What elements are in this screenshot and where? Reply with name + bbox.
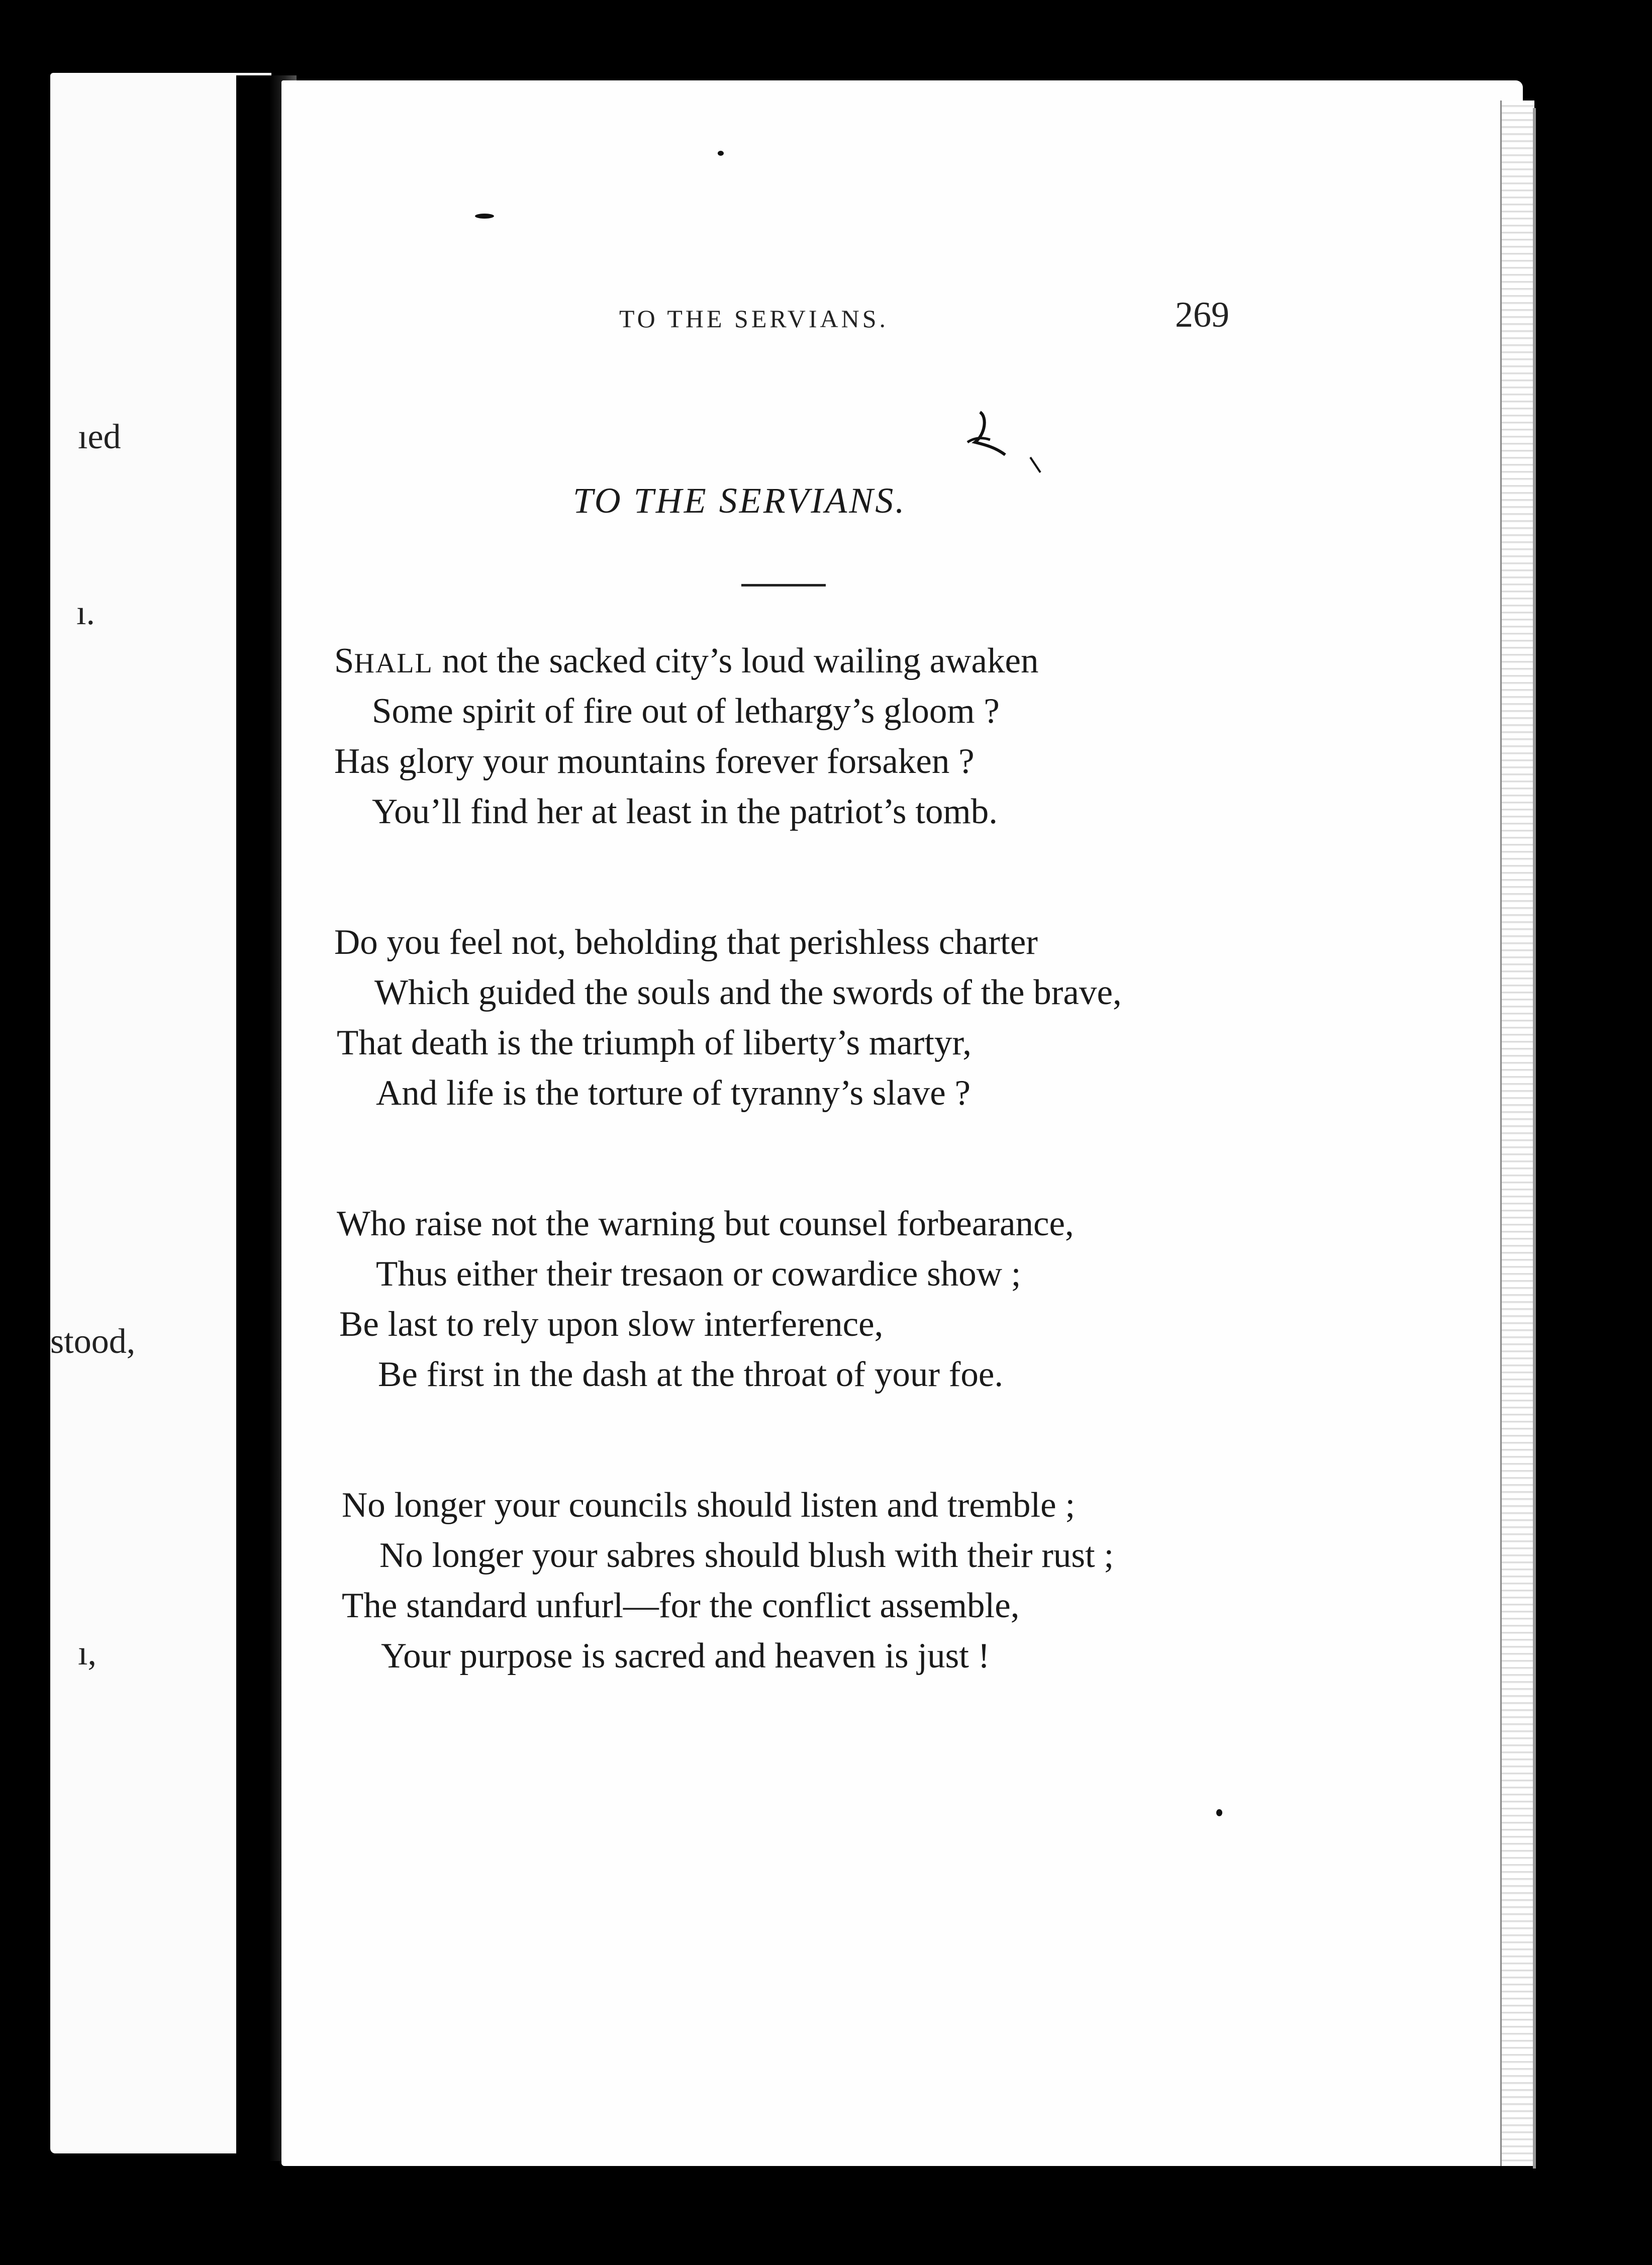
poem-line: Has glory your mountains forever forsaken ? xyxy=(334,742,975,781)
poem-line: Which guided the souls and the swords of the brave, xyxy=(374,973,1122,1012)
poem-line: No longer your councils should listen and tremble ; xyxy=(342,1486,1076,1525)
left-page-fragment: stood, xyxy=(50,1322,136,1361)
page-edge xyxy=(1500,101,1534,2166)
left-page-fragment: ıed xyxy=(78,418,121,456)
book-page xyxy=(281,80,1523,2166)
page-edge-outer xyxy=(1533,108,1536,2169)
poem-title: TO THE SERVIANS. xyxy=(573,480,907,521)
poem-line: Be first in the dash at the throat of your foe. xyxy=(378,1355,1004,1394)
poem-line: Be last to rely upon slow interference, xyxy=(339,1305,884,1344)
poem-line xyxy=(334,641,1039,681)
ink-speck xyxy=(718,151,724,156)
drop-cap: S xyxy=(334,641,354,680)
poem-line: Do you feel not, beholding that perishless charter xyxy=(334,923,1038,962)
pencil-annotation-icon xyxy=(965,407,1050,482)
title-rule xyxy=(741,584,826,586)
running-header: TO THE SERVIANS. xyxy=(619,305,889,333)
poem-line: That death is the triumph of liberty’s martyr, xyxy=(337,1023,972,1062)
left-page-fragment: ı. xyxy=(76,594,95,632)
poem-line: The standard unfurl—for the conflict assemble, xyxy=(342,1586,1020,1625)
poem-line: And life is the torture of tyranny’s slave ? xyxy=(376,1073,971,1113)
line-rest: not the sacked city’s loud wailing awaken xyxy=(433,641,1039,680)
poem-line: Thus either their tresaon or cowardice show ; xyxy=(376,1254,1021,1294)
ink-speck xyxy=(475,214,494,219)
left-page-fragment: ı, xyxy=(78,1634,96,1672)
poem-line: You’ll find her at least in the patriot’s tomb. xyxy=(372,792,998,831)
poem-line: Some spirit of fire out of lethargy’s gloom ? xyxy=(372,692,1000,731)
poem-line: No longer your sabres should blush with their rust ; xyxy=(379,1536,1114,1575)
small-caps-word: HALL xyxy=(354,648,433,679)
ink-speck xyxy=(1216,1809,1222,1816)
poem-line: Who raise not the warning but counsel forbearance, xyxy=(337,1204,1074,1243)
page-number: 269 xyxy=(1175,294,1229,335)
poem-line: Your purpose is sacred and heaven is just ! xyxy=(381,1636,990,1676)
